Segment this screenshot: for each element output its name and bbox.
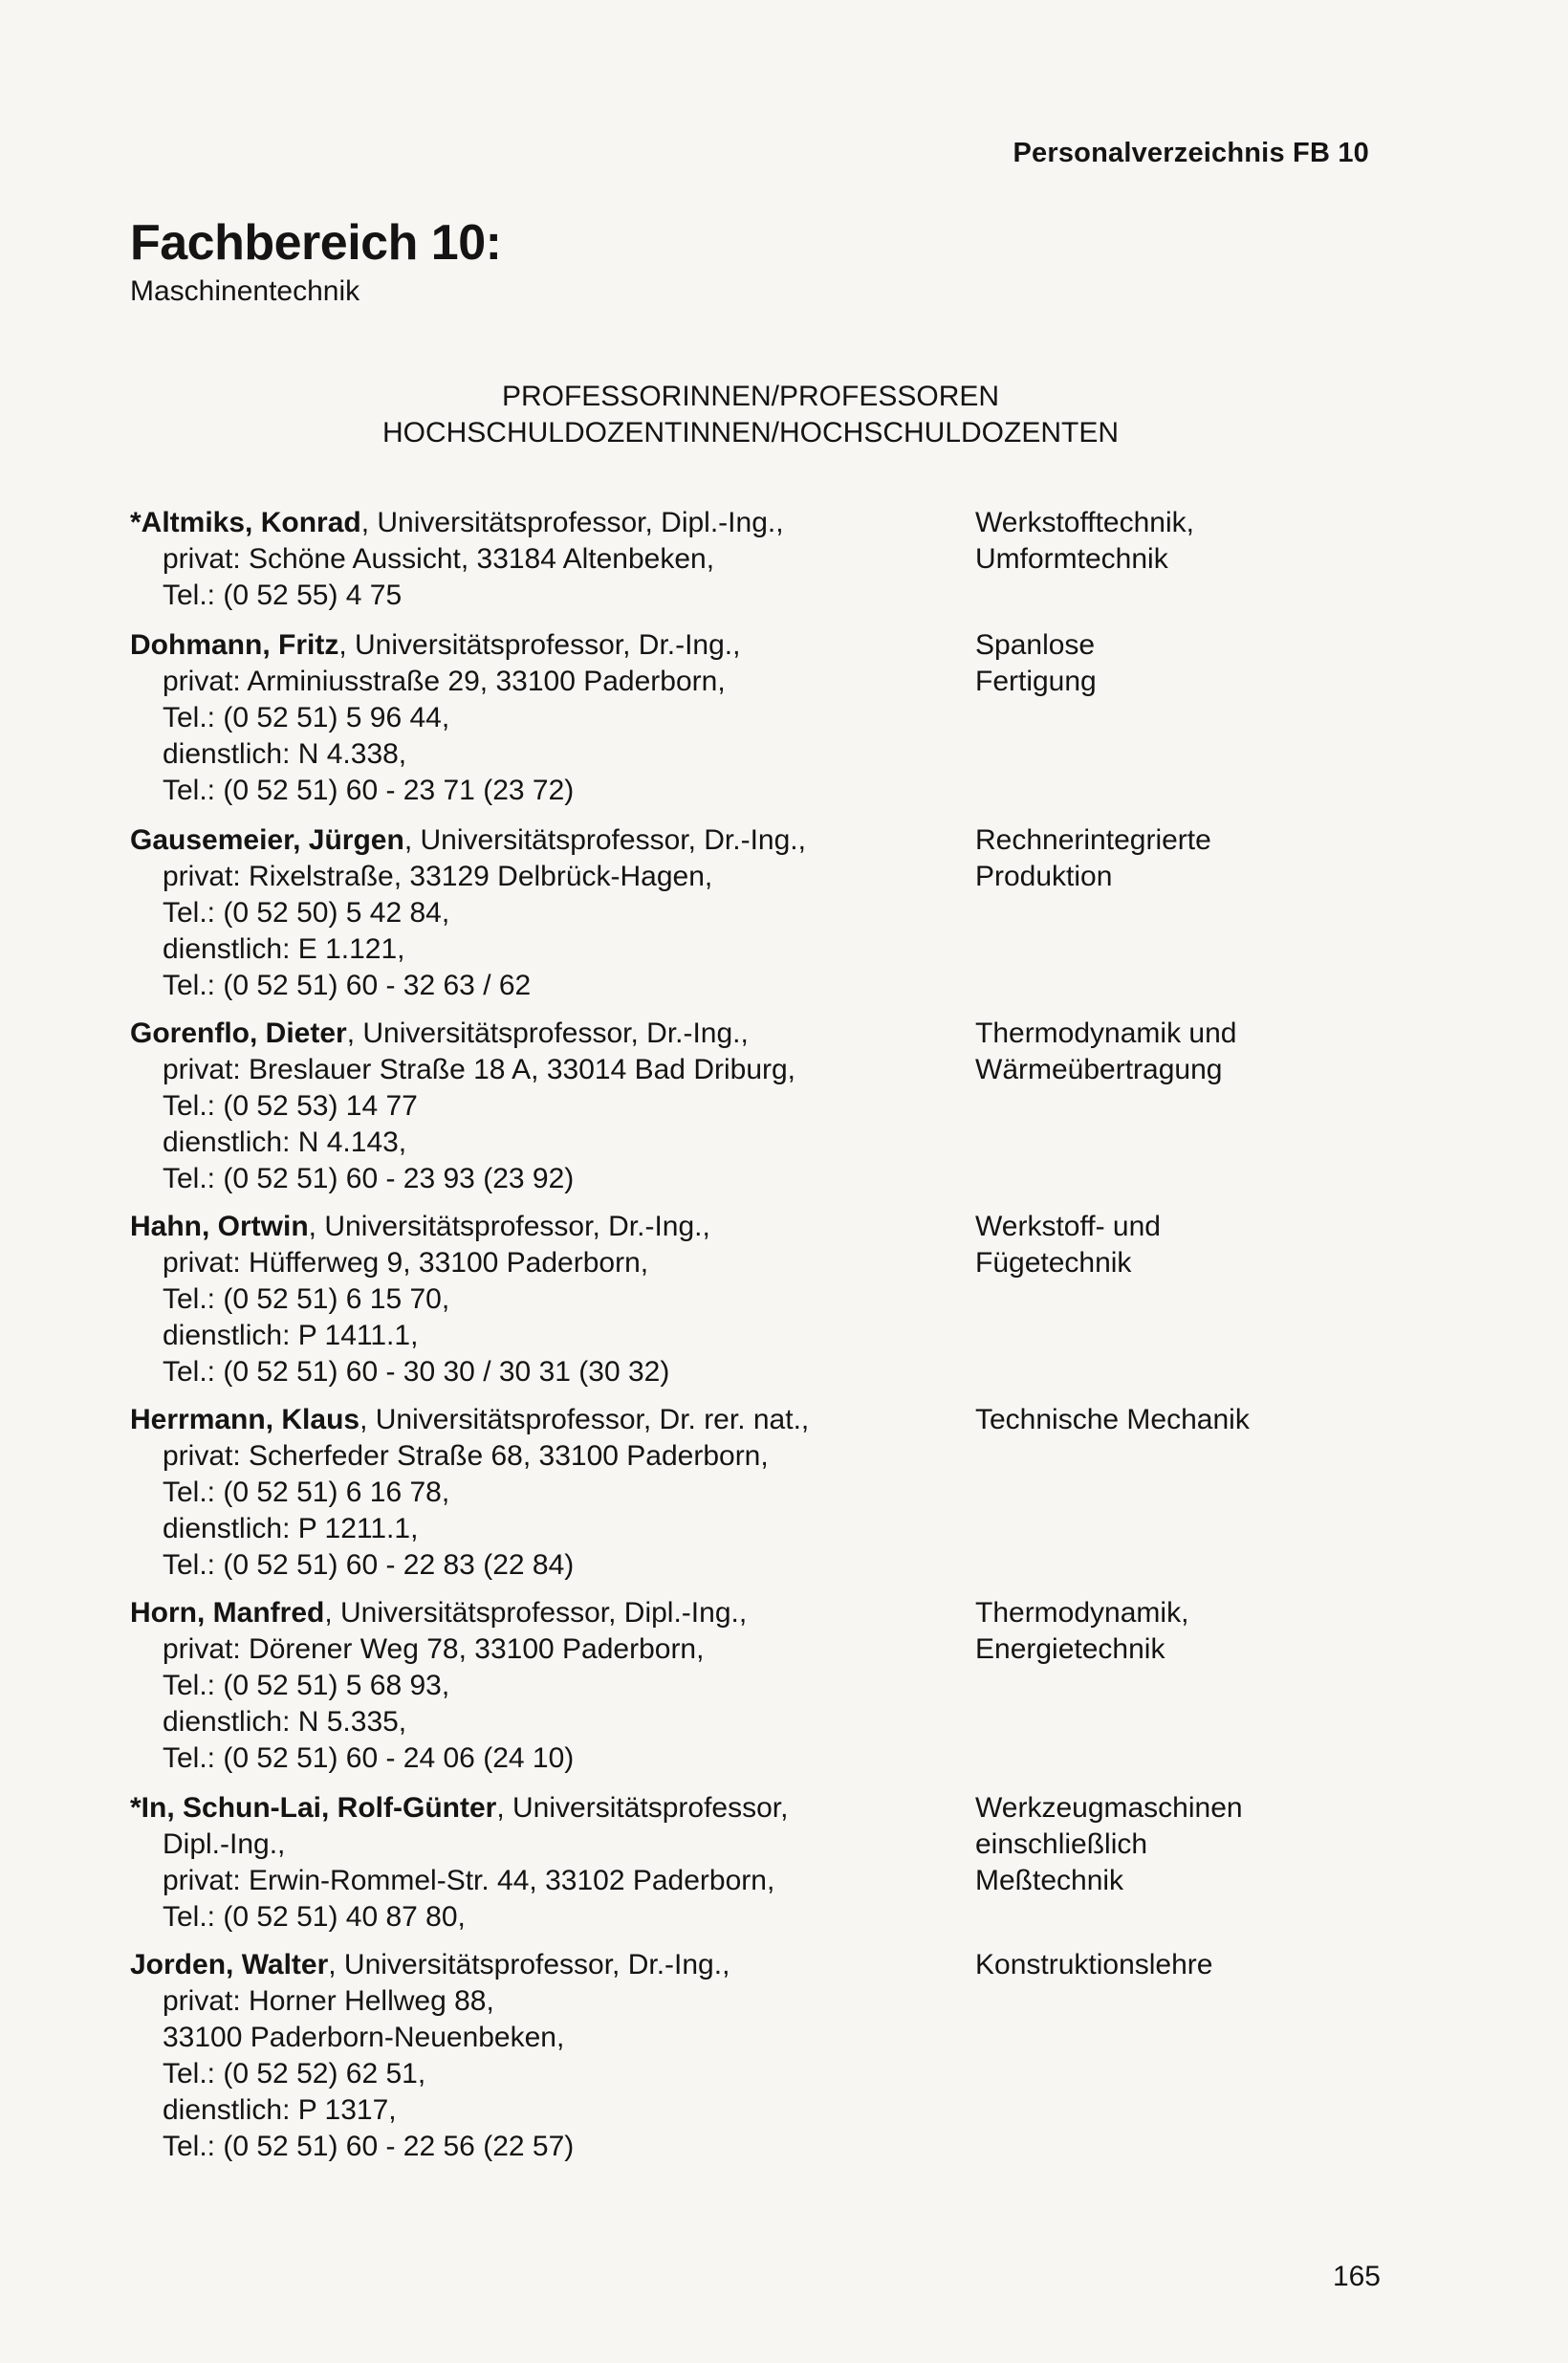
entry-detail-line: Tel.: (0 52 51) 40 87 80, [163, 1901, 466, 1933]
category-heading-line-1: PROFESSORINNEN/PROFESSOREN [501, 381, 1000, 412]
entry-detail-line: dienstlich: P 1317, [163, 2094, 397, 2126]
entry-field [975, 1790, 1377, 1899]
entry-field-line: einschließlich [975, 1828, 1148, 1860]
entry-person [130, 1402, 971, 1584]
entry-detail-line: Tel.: (0 52 51) 6 16 78, [163, 1477, 450, 1508]
entry-field-line: Produktion [975, 861, 1113, 892]
entry-person [130, 505, 971, 614]
entry-detail-line: Tel.: (0 52 51) 5 68 93, [163, 1670, 450, 1701]
entry-field-line: Technische Mechanik [975, 1404, 1250, 1435]
entry-name: Gorenflo, Dieter [130, 1017, 347, 1049]
entry-field-line: Werkstoff- und [975, 1211, 1161, 1242]
entry-detail-line: Tel.: (0 52 51) 60 - 30 30 / 30 31 (30 32) [163, 1356, 670, 1388]
entry-title: , Universitätsprofessor, Dr.-Ing., [403, 824, 806, 856]
entry-person [130, 1595, 971, 1777]
entry-field [975, 1016, 1377, 1088]
running-header: Personalverzeichnis FB 10 [1013, 138, 1369, 168]
entry-name: *Altmiks, Konrad [130, 507, 361, 538]
category-heading-line-2: HOCHSCHULDOZENTINNEN/HOCHSCHULDOZENTEN [381, 417, 1120, 449]
entry-title: , Universitätsprofessor, Dr.-Ing., [308, 1211, 710, 1242]
directory-entry [130, 1016, 1402, 1197]
entry-field-line: Werkzeugmaschinen [975, 1792, 1243, 1824]
entry-field [975, 1595, 1377, 1668]
entry-field-line: Werkstofftechnik, [975, 507, 1194, 538]
entry-person [130, 1947, 971, 2165]
entry-field-line: Meßtechnik [975, 1865, 1124, 1896]
entry-detail-line: dienstlich: P 1411.1, [163, 1320, 419, 1351]
entry-detail-line: Tel.: (0 52 51) 60 - 23 93 (23 92) [163, 1163, 575, 1194]
entry-title: , Universitätsprofessor, Dr.-Ing., [328, 1949, 730, 1980]
entry-detail-line: Tel.: (0 52 55) 4 75 [163, 580, 403, 611]
staff-directory [130, 505, 1402, 2177]
entry-person [130, 1790, 971, 1936]
entry-field-line: Spanlose [975, 629, 1096, 661]
entry-detail-line: dienstlich: E 1.121, [163, 933, 405, 965]
entry-detail-line: privat: Arminiusstraße 29, 33100 Paderborn, [163, 666, 726, 697]
entry-detail-line: Tel.: (0 52 50) 5 42 84, [163, 897, 450, 929]
entry-person [130, 1016, 971, 1197]
entry-detail-line: Tel.: (0 52 53) 14 77 [163, 1090, 418, 1122]
entry-detail-line: Tel.: (0 52 51) 60 - 32 63 / 62 [163, 970, 532, 1001]
entry-field [975, 627, 1377, 700]
entry-field-line: Fertigung [975, 666, 1097, 697]
entry-title: , Universitätsprofessor, Dr. rer. nat., [359, 1404, 810, 1435]
entry-detail-line: privat: Dörener Weg 78, 33100 Paderborn, [163, 1633, 705, 1665]
directory-entry [130, 1947, 1402, 2165]
directory-entry [130, 627, 1402, 809]
entry-name: Hahn, Ortwin [130, 1211, 309, 1242]
entry-detail-line: Dipl.-Ing., [163, 1828, 286, 1860]
page-number: 165 [1332, 2261, 1381, 2292]
entry-detail-line: privat: Horner Hellweg 88, [163, 1985, 494, 2017]
entry-field [975, 505, 1377, 578]
entry-title: , Universitätsprofessor, Dipl.-Ing., [360, 507, 784, 538]
entry-detail-line: privat: Breslauer Straße 18 A, 33014 Bad Driburg, [163, 1054, 796, 1085]
entry-detail-line: privat: Hüfferweg 9, 33100 Paderborn, [163, 1247, 649, 1279]
entry-detail-line: Tel.: (0 52 51) 60 - 23 71 (23 72) [163, 775, 575, 806]
entry-field-line: Energietechnik [975, 1633, 1165, 1665]
entry-field-line: Konstruktionslehre [975, 1949, 1213, 1980]
entry-name: *In, Schun-Lai, Rolf-Günter [130, 1792, 497, 1824]
entry-detail-line: Tel.: (0 52 51) 60 - 24 06 (24 10) [163, 1742, 575, 1774]
entry-detail-line: privat: Erwin-Rommel-Str. 44, 33102 Paderborn, [163, 1865, 775, 1896]
section-subtitle: Maschinentechnik [130, 275, 360, 307]
entry-person [130, 627, 971, 809]
entry-title: , Universitätsprofessor, [496, 1792, 789, 1824]
entry-title: , Universitätsprofessor, Dipl.-Ing., [324, 1597, 748, 1629]
entry-field-line: Fügetechnik [975, 1247, 1132, 1279]
directory-entry [130, 1209, 1402, 1390]
directory-entry [130, 1595, 1402, 1777]
entry-detail-line: Tel.: (0 52 51) 5 96 44, [163, 702, 450, 733]
entry-field-line: Thermodynamik, [975, 1597, 1189, 1629]
entry-field [975, 1402, 1377, 1438]
entry-field-line: Umformtechnik [975, 543, 1168, 575]
entry-field [975, 1947, 1377, 1983]
entry-detail-line: 33100 Paderborn-Neuenbeken, [163, 2022, 565, 2053]
entry-field [975, 1209, 1377, 1281]
entry-detail-line: dienstlich: N 5.335, [163, 1706, 407, 1738]
entry-detail-line: dienstlich: P 1211.1, [163, 1513, 419, 1544]
entry-field [975, 822, 1377, 895]
entry-title: , Universitätsprofessor, Dr.-Ing., [346, 1017, 749, 1049]
entry-detail-line: privat: Schöne Aussicht, 33184 Altenbeken, [163, 543, 715, 575]
entry-detail-line: privat: Rixelstraße, 33129 Delbrück-Hagen, [163, 861, 713, 892]
section-title: Fachbereich 10: [130, 215, 502, 271]
directory-entry [130, 1402, 1402, 1584]
entry-name: Horn, Manfred [130, 1597, 325, 1629]
directory-entry [130, 505, 1402, 614]
entry-field-line: Wärmeübertragung [975, 1054, 1223, 1085]
entry-person [130, 822, 971, 1004]
entry-detail-line: privat: Scherfeder Straße 68, 33100 Paderborn, [163, 1440, 769, 1472]
entry-person [130, 1209, 971, 1390]
entry-title: , Universitätsprofessor, Dr.-Ing., [338, 629, 741, 661]
entry-field-line: Rechnerintegrierte [975, 824, 1211, 856]
entry-detail-line: dienstlich: N 4.338, [163, 738, 407, 770]
entry-detail-line: Tel.: (0 52 52) 62 51, [163, 2058, 426, 2090]
entry-detail-line: Tel.: (0 52 51) 6 15 70, [163, 1283, 450, 1315]
entry-name: Jorden, Walter [130, 1949, 329, 1980]
entry-detail-line: Tel.: (0 52 51) 60 - 22 83 (22 84) [163, 1549, 575, 1581]
entry-name: Gausemeier, Jürgen [130, 824, 404, 856]
entry-field-line: Thermodynamik und [975, 1017, 1237, 1049]
entry-detail-line: dienstlich: N 4.143, [163, 1127, 407, 1158]
directory-entry [130, 822, 1402, 1004]
entry-name: Herrmann, Klaus [130, 1404, 360, 1435]
entry-name: Dohmann, Fritz [130, 629, 339, 661]
directory-entry [130, 1790, 1402, 1936]
entry-detail-line: Tel.: (0 52 51) 60 - 22 56 (22 57) [163, 2131, 575, 2162]
category-heading [0, 379, 1501, 451]
